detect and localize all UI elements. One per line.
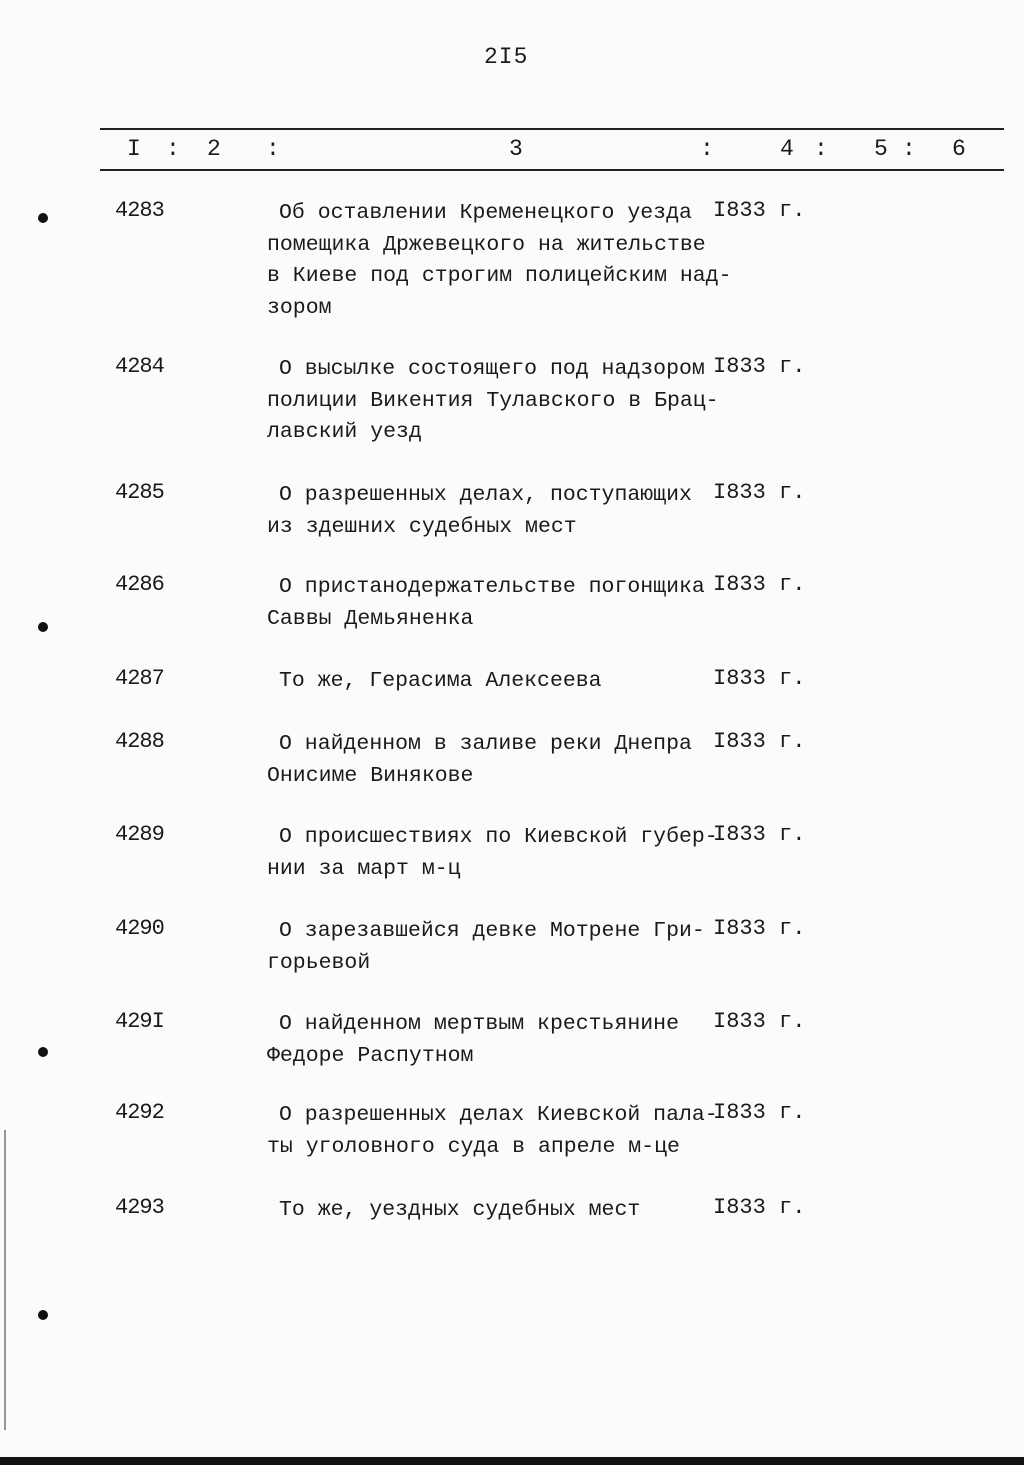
punch-hole [38, 622, 48, 632]
entry-number: 4290 [115, 916, 164, 941]
entry-title-line: О высылке состоящего под надзором [279, 357, 705, 381]
entry-title-line: нии за март м-ц [267, 856, 461, 881]
scan-edge [4, 1130, 6, 1430]
entry-title-line: О найденном в заливе реки Днепра [279, 732, 692, 756]
entry-year: I833 г. [713, 822, 806, 847]
header-col-5: 5 [874, 136, 888, 162]
entry-number: 4285 [115, 480, 164, 505]
entry-title-line: О найденном мертвым крестьянине [279, 1012, 679, 1036]
entry-year: I833 г. [713, 666, 806, 691]
entry-number: 4284 [115, 354, 164, 379]
entry-title [267, 729, 727, 792]
header-col-3: 3 [509, 136, 523, 162]
header-sep: : [266, 136, 280, 162]
header-sep: : [166, 136, 180, 162]
header-col-6: 6 [952, 136, 966, 162]
header-col-4: 4 [780, 136, 794, 162]
entry-title-line: ты уголовного суда в апреле м-це [267, 1134, 680, 1159]
table-rule-top [100, 128, 1004, 130]
entry-title-line: помещика Држевецкого на жительстве [267, 232, 706, 257]
entry-year: I833 г. [713, 572, 806, 597]
entry-year: I833 г. [713, 916, 806, 941]
entry-title [267, 1195, 727, 1227]
entry-title-line: Саввы Демьяненка [267, 606, 474, 631]
entry-year: I833 г. [713, 480, 806, 505]
header-col-2: 2 [207, 136, 221, 162]
entry-title [267, 1009, 727, 1072]
entry-number: 429I [115, 1009, 164, 1034]
entry-number: 4289 [115, 822, 164, 847]
entry-number: 4286 [115, 572, 164, 597]
entry-title [267, 666, 727, 698]
entry-number: 4293 [115, 1195, 164, 1220]
entry-title [267, 822, 727, 885]
entry-title-line: То же, уездных судебных мест [279, 1198, 641, 1222]
entry-title [267, 198, 732, 324]
entry-title-line: полиции Викентия Тулавского в Брац- [267, 388, 719, 413]
scan-bottom-edge [0, 1457, 1024, 1465]
entry-title-line: в Киеве под строгим полицейским над- [267, 264, 732, 288]
entry-year: I833 г. [713, 198, 806, 223]
entry-title-line: зором [267, 295, 332, 320]
punch-hole [38, 1047, 48, 1057]
entry-title [267, 916, 727, 979]
entry-title-line: лавский уезд [267, 420, 422, 444]
entry-number: 4283 [115, 198, 164, 223]
entry-title-line: О происшествиях по Киевской губер- [279, 825, 718, 849]
entry-title [267, 572, 727, 635]
entry-title-line: из здешних судебных мест [267, 514, 577, 539]
entry-year: I833 г. [713, 1009, 806, 1034]
entry-number: 4292 [115, 1100, 164, 1125]
entry-title-line: То же, Герасима Алексеева [279, 669, 602, 693]
entry-title [267, 354, 727, 449]
entry-title-line: Федоре Распутном [267, 1043, 474, 1068]
entry-title [267, 480, 727, 543]
entry-title-line: О пристанодержательстве погонщика [279, 575, 705, 599]
entry-title-line: О разрешенных делах Киевской пала- [279, 1103, 718, 1127]
entry-title-line: Онисиме Винякове [267, 763, 474, 788]
header-col-1: I [127, 136, 141, 162]
entry-year: I833 г. [713, 1100, 806, 1125]
entry-title-line: горьевой [267, 950, 371, 975]
table-rule-bottom [100, 169, 1004, 171]
entry-year: I833 г. [713, 354, 806, 379]
header-sep: : [814, 136, 828, 162]
punch-hole [38, 1310, 48, 1320]
punch-hole [38, 213, 48, 223]
header-sep: : [700, 136, 714, 162]
entry-number: 4287 [115, 666, 164, 691]
entry-title-line: Об оставлении Кременецкого уезда [279, 201, 692, 225]
entry-title-line: О разрешенных делах, поступающих [279, 483, 692, 507]
entry-year: I833 г. [713, 729, 806, 754]
entry-number: 4288 [115, 729, 164, 754]
page-number: 2I5 [484, 44, 529, 70]
entry-title-line: О зарезавшейся девке Мотрене Гри- [279, 919, 705, 943]
entry-title [267, 1100, 727, 1163]
entry-year: I833 г. [713, 1195, 806, 1220]
header-sep: : [902, 136, 916, 162]
